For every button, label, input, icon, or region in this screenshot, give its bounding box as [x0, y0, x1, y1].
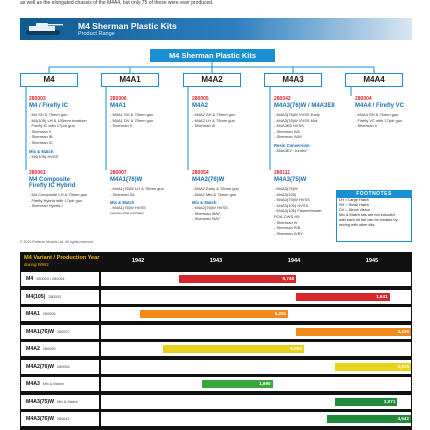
kit-card: [192, 170, 258, 222]
kit-sub-lines: - M4A2(76)W HVSS - Sherman IIIAY - Sherman IIIAY: [192, 205, 228, 222]
kit-sub-title: Resin Conversion: [274, 142, 310, 148]
year-label: 1942: [131, 258, 145, 264]
row-timeline: [101, 307, 411, 321]
kit-code: 280007: [110, 170, 127, 176]
kit-sub-lines: - M4(105) HVSS: [29, 153, 59, 159]
kit-ref: 280003: [48, 294, 61, 299]
kit-code: 280061: [29, 170, 46, 176]
row-timeline: [101, 395, 411, 409]
kit-card: [274, 170, 340, 236]
tree-title: M4 Sherman Plastic Kits: [150, 49, 275, 62]
kit-card: [29, 170, 95, 209]
kit-ref: 280007: [56, 329, 70, 334]
footnotes-title: FOOTNOTES: [337, 191, 411, 198]
table-row: [20, 306, 412, 322]
table-row: [20, 341, 412, 357]
kit-card: [355, 96, 421, 129]
row-label: [21, 377, 99, 391]
production-count: 6,281: [274, 311, 287, 316]
year-label: 1945: [365, 258, 379, 264]
tank-icon: [24, 22, 64, 36]
kit-card: [29, 96, 95, 159]
kit-variants: - M4 Composite LH & 75mm gun - Firefly Hybrid with 17pdr gun - Sherman Hybrid I: [29, 192, 88, 209]
production-bar: [335, 398, 397, 406]
column-header-m4a4: M4A4: [345, 73, 403, 87]
production-table: [20, 252, 412, 430]
variant-name: M4A3(75)W Mix & Match: [26, 398, 78, 405]
kit-variants: - M4A2 SH & 75mm gun - M4A2 LH & 75mm gun - Sherman III: [192, 112, 236, 129]
kit-name: M4A4 / Firefly VC: [355, 103, 405, 109]
kit-variants: - M4A4 SH & 75mm gun - Firefly VC with 17pdr gun - Sherman V: [355, 112, 403, 129]
footnote-line: mixing with other kits.: [339, 223, 376, 227]
row-timeline: [101, 360, 411, 374]
kit-variants: - M4A3(75)W - M4A3(105) - M4A3(75)W HVSS - M4A3(105) HVSS - M4A3(105) Flamethrower POA-CWS-H5 - Sherman IV - Sherman IVB - Sherman IVBY: [274, 186, 322, 236]
variant-name: M4A3 Mix & Match: [26, 381, 64, 387]
kit-code: 280042: [274, 96, 291, 102]
kit-name: M4A2: [192, 103, 209, 109]
row-label: [21, 290, 99, 304]
table-row: [20, 359, 412, 375]
kit-variants: - M4 SH & 75mm gun - M4(105) LH & 105mm howitzer - Firefly IC with 17pdr gun - Sherman II - Sherman IB - Sherman IC: [29, 112, 87, 145]
kit-variants: - M4A1(76)W LH & 76mm gun - Sherman IIA: [110, 186, 164, 197]
production-count: 1,690: [259, 381, 271, 386]
production-count: 6,748: [282, 276, 294, 281]
intro-text: as well as the elongated chassis of the M4A4, but only 75 of these were ever produced.: [20, 0, 214, 6]
row-timeline: [101, 412, 411, 426]
production-count: 8,053: [290, 346, 302, 351]
kit-sub-title: Mix & Match: [192, 200, 217, 206]
year-label: 1944: [287, 258, 301, 264]
kit-name: M4A3(75)W: [274, 177, 307, 183]
production-count: 1,641: [376, 293, 388, 299]
row-label: [21, 325, 99, 339]
kit-code: 280003: [29, 96, 46, 102]
footnote-line: Mix & Match kits are not included: [339, 213, 395, 217]
kit-code: 280005: [192, 96, 209, 102]
kit-ref: Mix & Match: [42, 382, 64, 386]
row-label: [21, 412, 99, 426]
variant-name: M4(105) 280003: [26, 293, 61, 300]
table-row: [20, 376, 412, 392]
variant-name: M4A2 280005: [26, 346, 56, 352]
kit-ref: Mix & Match: [56, 399, 78, 404]
variant-name: M4A1 280006: [26, 311, 56, 317]
row-timeline: [101, 290, 411, 304]
footnotes-box: [336, 190, 412, 242]
column-header-m4a2: M4A2: [183, 73, 241, 87]
kit-name: M4A1: [110, 103, 127, 109]
row-label: [21, 395, 99, 409]
row-timeline: [101, 325, 411, 339]
kit-variants: - M4A3(76)W VVSS Early - M4A3(76)W VVSS Mid - M4A3E8 HVSS - Sherman IVA - Sherman IVAY: [274, 112, 320, 140]
variant-name: M4A3(76)W 280042: [26, 416, 70, 422]
table-row: [20, 289, 412, 305]
production-count: 2,915: [397, 363, 409, 369]
kit-name: M4A1(76)W: [110, 177, 143, 183]
production-table-header: [20, 252, 412, 271]
kit-code: 280054: [192, 170, 209, 176]
kit-code: 280111: [274, 170, 291, 176]
row-label: [21, 360, 99, 374]
kit-name: M4A3(76)W / M4A3E8: [274, 103, 335, 109]
production-bar: [296, 293, 390, 301]
page-banner: [20, 18, 412, 40]
kit-variants: - M4A2 Early & 76mm gun - M4A2 Mid & 76mm gun: [192, 186, 239, 197]
column-header-m4a1: M4A1: [101, 73, 159, 87]
production-bar: [327, 415, 411, 423]
footnote-line: DV = Direct Vision: [339, 208, 370, 212]
copyright-text: © 2019 Rubicon Models Ltd. All rights reserved.: [20, 240, 94, 244]
kit-sub-title: Mix & Match: [29, 148, 54, 154]
kit-code: 280004: [355, 96, 372, 102]
kit-sub-title: Mix & Match: [110, 200, 135, 206]
header-sublabel: during WW2: [24, 262, 49, 267]
row-timeline: [101, 377, 411, 391]
table-row: [20, 324, 412, 340]
production-bar: [179, 275, 296, 283]
kit-card: [110, 96, 176, 129]
variant-name: M4 280003 / 280061: [26, 276, 65, 282]
kit-ref: 280006: [42, 312, 56, 316]
kit-name: M4 / Firefly IC: [29, 103, 69, 109]
kit-name: M4A2(76)W: [192, 177, 225, 183]
kit-ref: 280042: [56, 417, 70, 421]
footnote-line: LH = Large Hatch: [339, 198, 369, 202]
production-bar: [163, 345, 303, 353]
banner-subtitle: Product Range: [78, 31, 115, 37]
kit-sub-lines: - M4A3E2 "Jumbo": [274, 147, 308, 153]
banner-title: M4 Sherman Plastic Kits: [78, 21, 177, 31]
production-bar: [335, 363, 411, 371]
production-count: 3,071: [383, 398, 396, 404]
column-header-m4a3: M4A3: [264, 73, 322, 87]
kit-sub-lines: - M4A1(76)W HVSS (requires other purchase): [110, 205, 146, 215]
production-count: 4,542: [397, 416, 409, 421]
kit-card: [192, 96, 258, 129]
row-label: [21, 307, 99, 321]
column-header-m4: M4: [20, 73, 78, 87]
production-count: 3,426: [397, 328, 409, 334]
footnote-line: SH = Small Hatch: [339, 203, 370, 207]
kit-card: [274, 96, 340, 154]
kit-name: M4 Composite: [29, 177, 71, 183]
kit-card: [110, 170, 176, 216]
header-label: M4 Variant / Production Year: [24, 255, 100, 261]
row-timeline: [101, 342, 411, 356]
kit-ref: 280003 / 280061: [36, 277, 65, 281]
kit-ref: 280005: [42, 347, 56, 351]
production-bar: [296, 328, 411, 336]
year-label: 1943: [209, 258, 223, 264]
row-timeline: [101, 272, 411, 286]
footnote-line: with each kit but can be created by: [339, 218, 398, 222]
row-label: [21, 342, 99, 356]
kit-variants: - M4A1 SH & 75mm gun - M4A1 DV & 75mm gun - Sherman II: [110, 112, 154, 129]
variant-name: M4A2(76)W 280054: [26, 363, 70, 370]
table-row: [20, 271, 412, 287]
kit-name-line2: Firefly IC Hybrid: [29, 183, 76, 189]
row-label: [21, 272, 99, 286]
variant-name: M4A1(76)W 280007: [26, 328, 70, 335]
table-row: [20, 394, 412, 410]
table-row: [20, 411, 412, 427]
production-bar: [202, 380, 272, 388]
production-bar: [140, 310, 288, 318]
kit-ref: 280054: [56, 364, 70, 369]
kit-code: 280006: [110, 96, 127, 102]
